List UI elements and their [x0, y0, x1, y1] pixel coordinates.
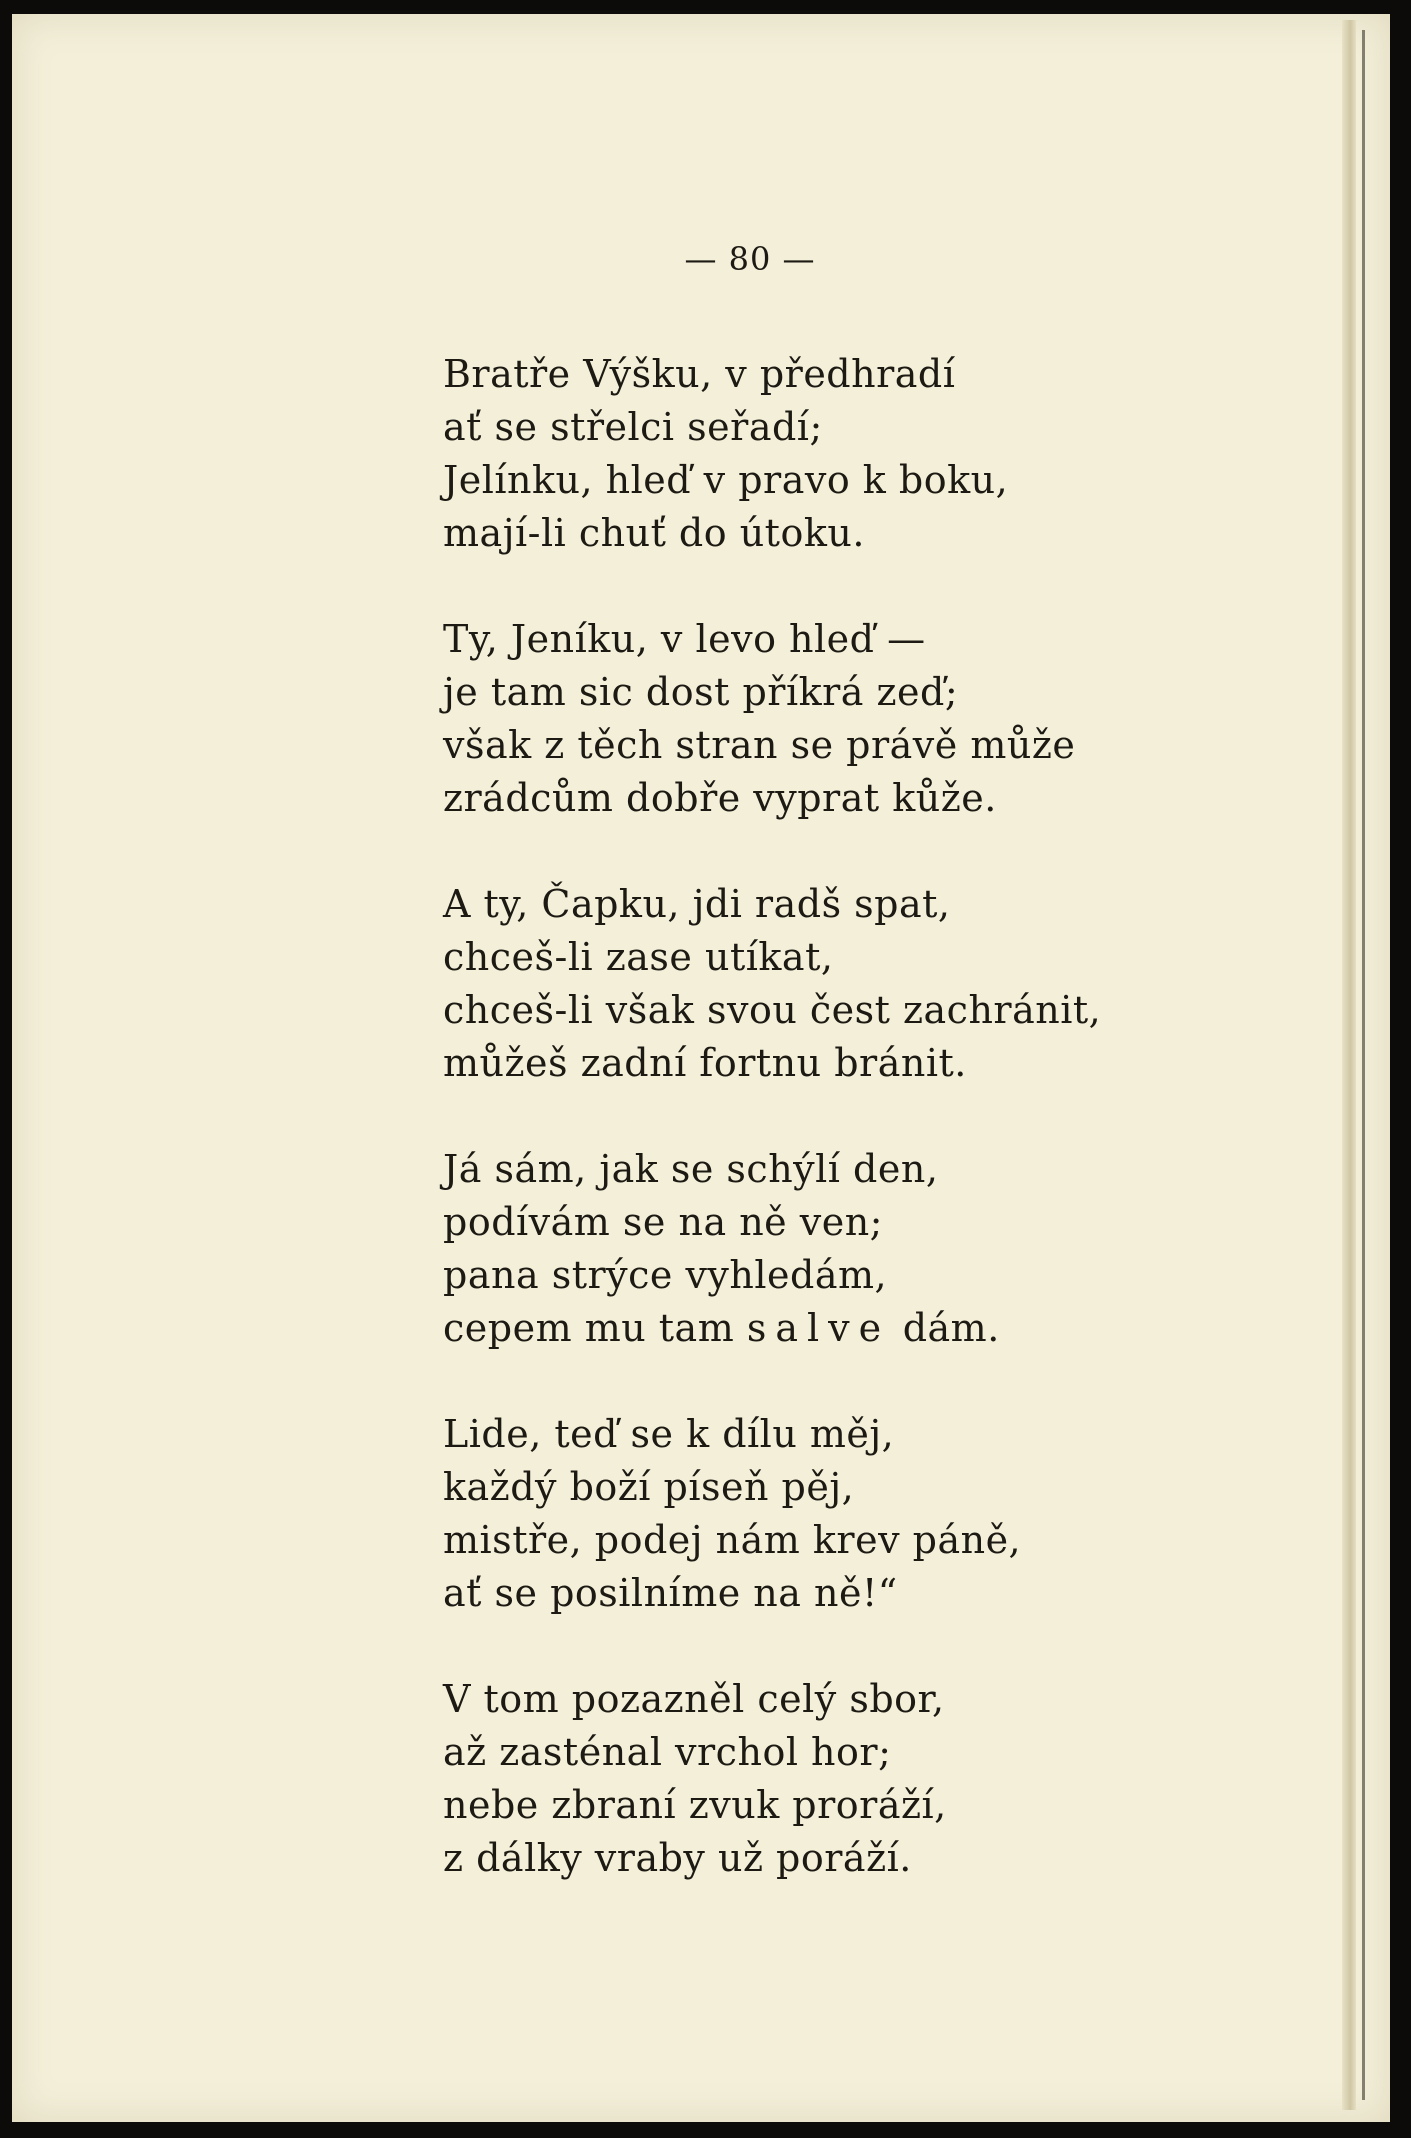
stanza-1 [443, 348, 1323, 560]
verse-line: nebe zbraní zvuk proráží, [443, 1783, 947, 1827]
verse-line: až zasténal vrchol hor; [443, 1730, 892, 1774]
verse-line: Lide, teď se k dílu měj, [443, 1412, 895, 1456]
page-gutter [1342, 20, 1356, 2110]
verse-line: pana strýce vyhledám, [443, 1253, 888, 1297]
verse-line: můžeš zadní fortnu bránit. [443, 1041, 967, 1085]
verse-line: zrádcům dobře vyprat kůže. [443, 776, 997, 820]
binding-edge [1362, 30, 1365, 2100]
verse-line: Jelínku, hleď v pravo k boku, [443, 458, 1009, 502]
verse-line-start: cepem mu tam [443, 1306, 735, 1350]
spaced-word: salve [746, 1306, 891, 1350]
page-number: — 80 — [684, 240, 816, 278]
stanza-3 [443, 878, 1323, 1090]
verse-line: chceš-li však svou čest zachránit, [443, 988, 1102, 1032]
stanza-5 [443, 1408, 1323, 1620]
stanza-6 [443, 1673, 1323, 1885]
poem-body [443, 348, 1323, 1938]
verse-line: A ty, Čapku, jdi radš spat, [443, 882, 951, 926]
verse-line: chceš-li zase utíkat, [443, 935, 834, 979]
verse-line: však z těch stran se právě může [443, 723, 1076, 767]
verse-line: mistře, podej nám krev páně, [443, 1518, 1022, 1562]
stanza-2 [443, 613, 1323, 825]
verse-line: je tam sic dost příkrá zeď; [443, 670, 959, 714]
verse-line: Já sám, jak se schýlí den, [443, 1147, 939, 1191]
verse-line: ať se střelci seřadí; [443, 405, 823, 449]
verse-line: Ty, Jeníku, v levo hleď — [443, 617, 926, 661]
verse-line [443, 1302, 1323, 1355]
verse-line-end: dám. [902, 1306, 1000, 1350]
verse-line: každý boží píseň pěj, [443, 1465, 855, 1509]
verse-line: mají-li chuť do útoku. [443, 511, 865, 555]
verse-line: z dálky vraby už poráží. [443, 1836, 912, 1880]
verse-line: Bratře Výšku, v předhradí [443, 352, 956, 396]
verse-line: podívám se na ně ven; [443, 1200, 883, 1244]
verse-line: V tom pozazněl celý sbor, [443, 1677, 945, 1721]
stanza-4 [443, 1143, 1323, 1355]
verse-line: ať se posilníme na ně!“ [443, 1571, 898, 1615]
